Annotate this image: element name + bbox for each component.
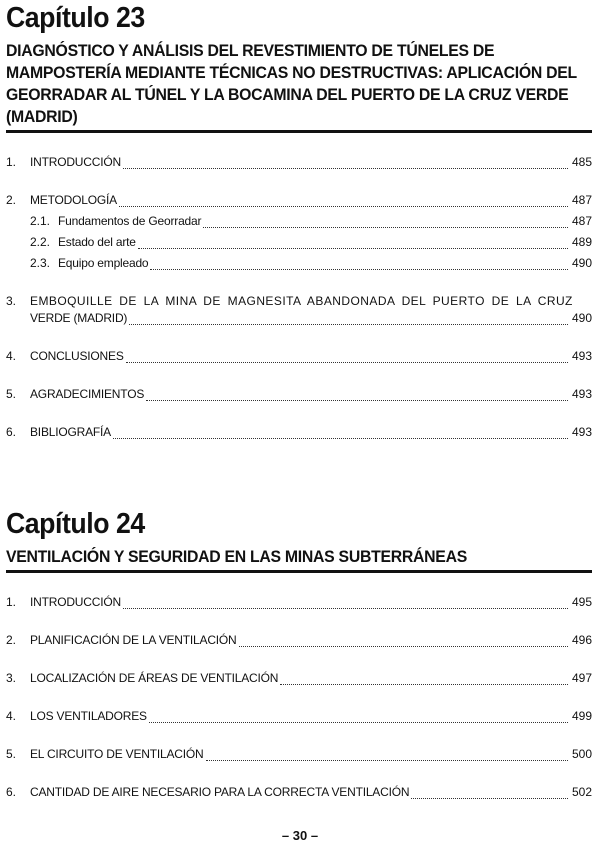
toc-entry-number: 2.2. [30,235,51,249]
dot-leader [206,749,569,761]
toc-entry-page: 493 [571,349,592,363]
toc-subentry-fundamentos[interactable] [6,214,592,228]
title-rule [6,130,592,133]
toc-entry-label-line1: EMBOQUILLE DE LA MINA DE MAGNESITA ABANDONADA DEL PUERTO DE LA CRUZ [30,294,573,308]
toc-entry-number: 3. [6,671,17,685]
toc-entry-page: 499 [571,709,592,723]
toc-entry-number: 4. [6,349,17,363]
toc-entry-label: Estado del arte [58,235,136,249]
dot-leader [146,389,568,401]
dot-leader [239,635,568,647]
toc-entry-number: 1. [6,155,17,169]
toc-entry-label-line2: VERDE (MADRID) [30,311,128,325]
toc-entry-page: 496 [571,633,592,647]
title-rule [6,570,592,573]
toc-entry-planificacion[interactable] [6,633,592,647]
toc-entry-label: PLANIFICACIÓN DE LA VENTILACIÓN [30,633,237,647]
toc-entry-label: EL CIRCUITO DE VENTILACIÓN [30,747,204,761]
toc-entry-page: 485 [571,155,592,169]
toc-entry-label: CANTIDAD DE AIRE NECESARIO PARA LA CORRECTA VENTILACIÓN [30,785,410,799]
toc-entry-bibliografia[interactable] [6,425,592,439]
dot-leader [280,673,568,685]
toc-entry-page: 487 [571,193,592,207]
toc-entry-page: 502 [571,785,592,799]
toc-entry-label: LOCALIZACIÓN DE ÁREAS DE VENTILACIÓN [30,671,279,685]
toc-entry-number: 1. [6,595,17,609]
chapter-heading: Capítulo 24 [6,508,145,540]
dot-leader [123,597,568,609]
toc-entry-label: Fundamentos de Georradar [58,214,202,228]
page-number: – 30 – [281,828,319,843]
chapter-24 [6,508,592,799]
toc-entry-page: 500 [571,747,592,761]
dot-leader [123,157,568,169]
toc-entry-number: 2.3. [30,256,51,270]
toc-entry-metodologia[interactable] [6,193,592,207]
toc-entry-number: 2.1. [30,214,51,228]
toc-entry-number: 2. [6,193,17,207]
toc-entry-page: 489 [571,235,592,249]
toc-entry-number: 5. [6,387,17,401]
dot-leader [150,258,568,270]
toc-entry-number: 3. [6,294,17,308]
toc-entry-number: 4. [6,709,17,723]
toc-entry-ventiladores[interactable] [6,709,592,723]
toc-entry-number: 6. [6,425,17,439]
toc-entry-introduccion[interactable] [6,595,592,609]
dot-leader [119,195,568,207]
chapter-title: VENTILACIÓN Y SEGURIDAD EN LAS MINAS SUBTERRÁNEAS [6,547,467,566]
toc-entry-label: BIBLIOGRAFÍA [30,425,111,439]
toc-entry-page: 490 [571,311,592,325]
toc-entry-label: LOS VENTILADORES [30,709,147,723]
toc-entry-label: METODOLOGÍA [30,193,117,207]
dot-leader [411,787,568,799]
dot-leader [203,216,568,228]
chapter-title: DIAGNÓSTICO Y ANÁLISIS DEL REVESTIMIENTO DE TÚNELES DE MAMPOSTERÍA MEDIANTE TÉCNICAS NO DESTRUCTIVAS: APLICACIÓN DEL GEORRADAR AL TÚNEL Y LA BOCAMINA DEL PUERTO DE LA CRUZ VERDE (MADRID) [6,41,577,126]
toc-entry-localizacion[interactable] [6,671,592,685]
toc-subentry-estado-del-arte[interactable] [6,235,592,249]
toc-entry-cantidad-aire[interactable] [6,785,592,799]
toc-entry-label: CONCLUSIONES [30,349,124,363]
toc-entry-label: AGRADECIMIENTOS [30,387,145,401]
table-of-contents [6,155,592,439]
dot-leader [126,351,568,363]
toc-entry-page: 493 [571,425,592,439]
toc-entry-number: 2. [6,633,17,647]
toc-entry-page: 487 [571,214,592,228]
toc-entry-page: 495 [571,595,592,609]
toc-entry-emboquille[interactable] [6,294,592,325]
dot-leader [129,313,568,325]
toc-entry-label: INTRODUCCIÓN [30,595,121,609]
toc-entry-conclusiones[interactable] [6,349,592,363]
chapter-heading: Capítulo 23 [6,2,145,34]
toc-entry-number: 5. [6,747,17,761]
toc-entry-number: 6. [6,785,17,799]
dot-leader [149,711,568,723]
chapter-23 [6,2,592,439]
toc-entry-page: 493 [571,387,592,401]
toc-subentry-equipo-empleado[interactable] [6,256,592,270]
dot-leader [113,427,568,439]
toc-entry-page: 490 [571,256,592,270]
toc-entry-agradecimientos[interactable] [6,387,592,401]
toc-entry-circuito[interactable] [6,747,592,761]
toc-entry-label: Equipo empleado [58,256,149,270]
toc-entry-label: INTRODUCCIÓN [30,155,121,169]
table-of-contents [6,595,592,799]
dot-leader [138,237,568,249]
toc-entry-introduccion[interactable] [6,155,592,169]
toc-entry-page: 497 [571,671,592,685]
